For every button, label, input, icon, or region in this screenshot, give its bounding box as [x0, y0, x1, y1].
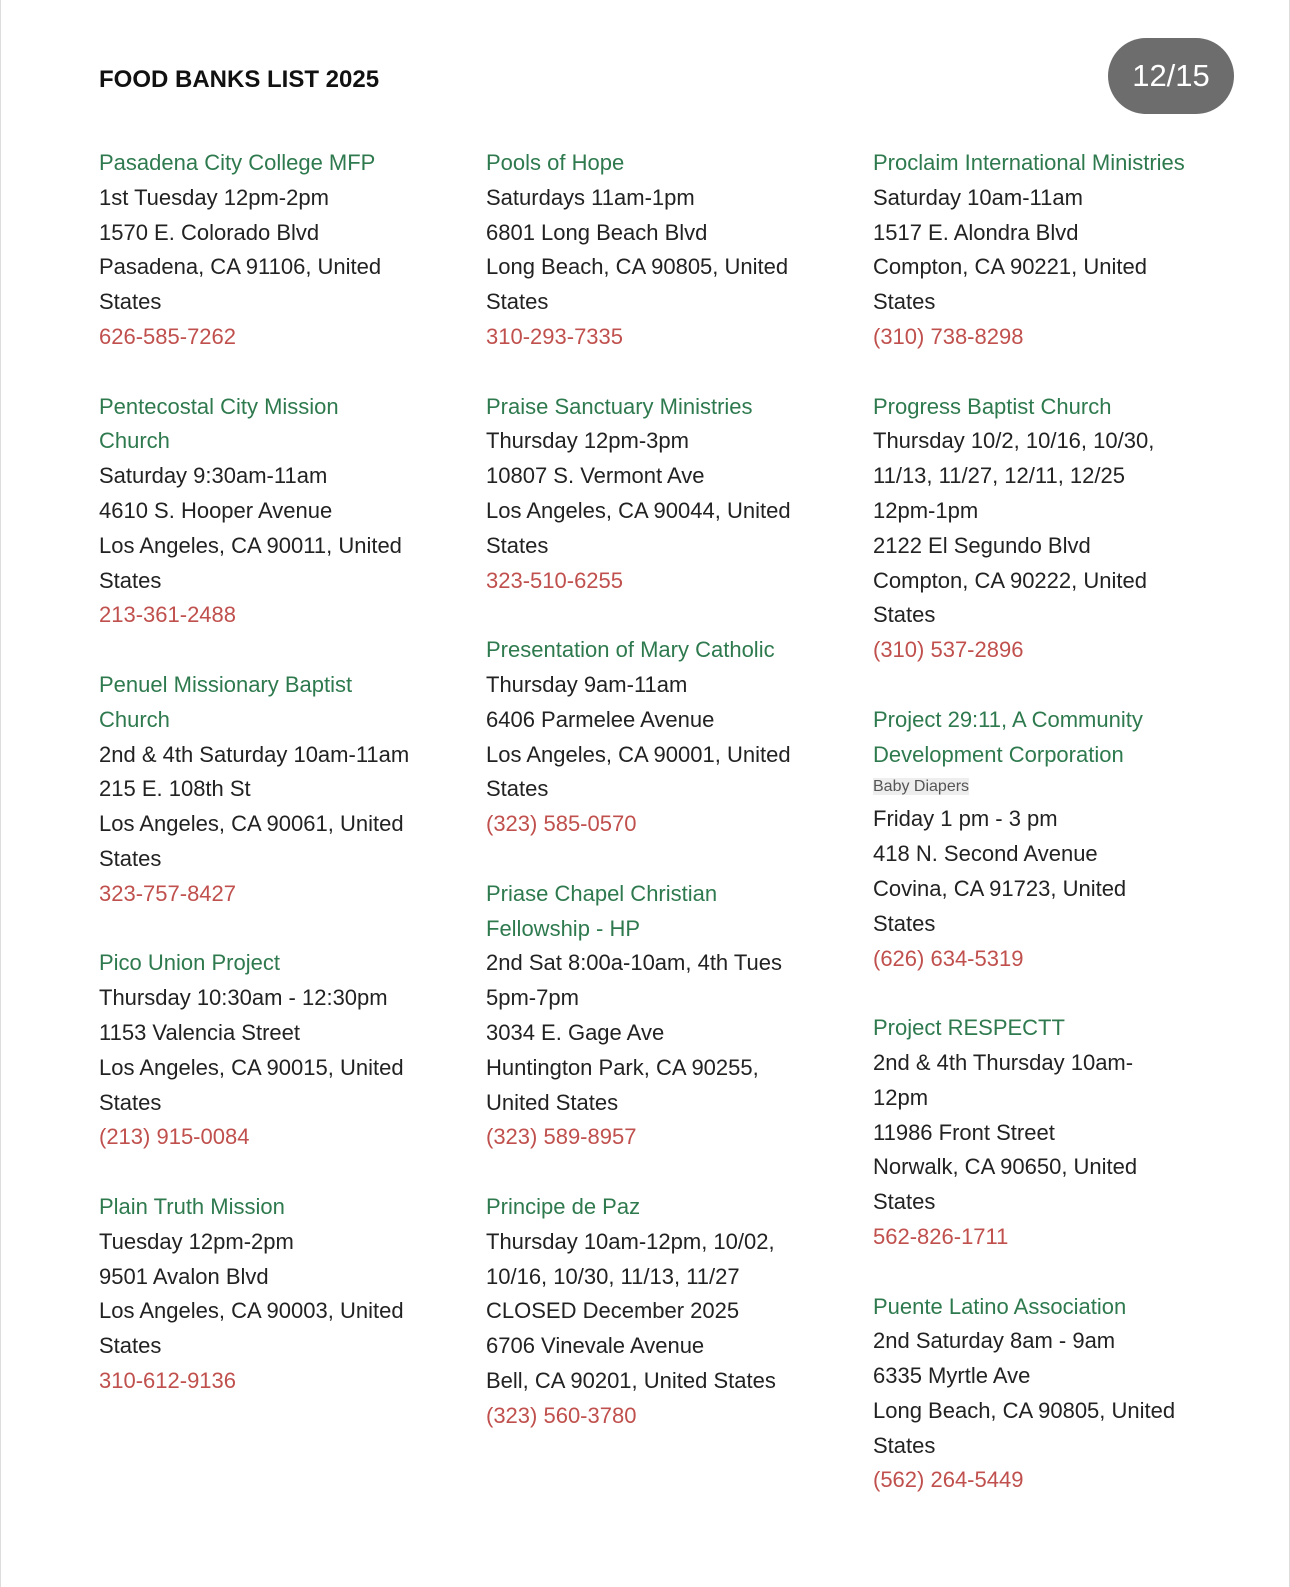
city-state-zip: Norwalk, CA 90650, United States	[873, 1154, 1138, 1215]
column-1	[99, 146, 414, 1433]
food-bank-name: Plain Truth Mission	[99, 1193, 285, 1219]
schedule-text: Saturday 10am-11am	[873, 184, 1083, 210]
phone-number[interactable]: (310) 537-2896	[873, 637, 1024, 663]
schedule-text: Thursday 9am-11am	[486, 671, 688, 697]
food-bank-entry	[99, 668, 414, 912]
city-state-zip: Long Beach, CA 90805, United States	[486, 254, 789, 315]
schedule-text: 2nd & 4th Thursday 10am-12pm	[873, 1049, 1134, 1110]
phone-number[interactable]: 323-757-8427	[99, 880, 237, 906]
schedule-text: 2nd Saturday 8am - 9am	[873, 1328, 1116, 1354]
phone-number[interactable]: (323) 589-8957	[486, 1124, 637, 1150]
food-bank-name: Proclaim International Ministries	[873, 150, 1185, 175]
phone-number[interactable]: (213) 915-0084	[99, 1124, 250, 1150]
schedule-text: 2nd & 4th Saturday 10am-11am	[99, 741, 410, 767]
city-state-zip: Los Angeles, CA 90003, United States	[99, 1298, 404, 1359]
city-state-zip: Pasadena, CA 91106, United States	[99, 254, 382, 315]
note-label	[873, 772, 1188, 802]
schedule-text: Saturdays 11am-1pm	[486, 184, 695, 210]
column-2	[486, 146, 801, 1468]
food-bank-name: Praise Sanctuary Ministries	[486, 393, 753, 419]
phone-number[interactable]: (562) 264-5449	[873, 1467, 1024, 1493]
phone-number[interactable]: 310-612-9136	[99, 1367, 237, 1393]
food-bank-entry	[873, 146, 1188, 355]
page-indicator-badge: 12/15	[1108, 38, 1234, 114]
food-bank-name: Progress Baptist Church	[873, 393, 1112, 419]
food-bank-name: Pico Union Project	[99, 950, 280, 976]
food-bank-entry	[873, 390, 1188, 668]
phone-number[interactable]: (626) 634-5319	[873, 945, 1024, 971]
city-state-zip: Compton, CA 90222, United States	[873, 567, 1147, 628]
phone-number[interactable]: (323) 560-3780	[486, 1402, 637, 1428]
street-address: 1153 Valencia Street	[99, 1019, 300, 1045]
food-bank-name: Principe de Paz	[486, 1193, 641, 1219]
street-address: 215 E. 108th St	[99, 776, 251, 802]
street-address: 6335 Myrtle Ave	[873, 1363, 1031, 1389]
food-bank-name: Presentation of Mary Catholic	[486, 637, 775, 663]
food-bank-entry	[486, 877, 801, 1155]
city-state-zip: Long Beach, CA 90805, United States	[873, 1397, 1176, 1458]
food-bank-entry	[486, 1190, 801, 1434]
street-address: 9501 Avalon Blvd	[99, 1263, 269, 1289]
schedule-text: Thursday 10am-12pm, 10/02, 10/16, 10/30, 11/13, 11/27 CLOSED December 2025	[486, 1228, 775, 1324]
page-title: FOOD BANKS LIST 2025	[99, 66, 380, 93]
city-state-zip: Los Angeles, CA 90001, United States	[486, 741, 791, 802]
food-bank-name: Penuel Missionary Baptist Church	[99, 671, 353, 732]
schedule-text: Thursday 10/2, 10/16, 10/30, 11/13, 11/27, 12/11, 12/25 12pm-1pm	[873, 428, 1155, 523]
schedule-text: Friday 1 pm - 3 pm	[873, 806, 1058, 832]
food-bank-entry	[873, 1011, 1188, 1255]
street-address: 10807 S. Vermont Ave	[486, 463, 705, 489]
street-address: 3034 E. Gage Ave	[486, 1019, 665, 1045]
food-bank-entry	[99, 1190, 414, 1399]
schedule-text: 2nd Sat 8:00a-10am, 4th Tues 5pm-7pm	[486, 950, 782, 1011]
street-address: 6801 Long Beach Blvd	[486, 219, 708, 245]
phone-number[interactable]: (310) 738-8298	[873, 323, 1024, 349]
street-address: 1517 E. Alondra Blvd	[873, 219, 1079, 245]
city-state-zip: Los Angeles, CA 90015, United States	[99, 1054, 404, 1115]
food-bank-name: Pentecostal City Mission Church	[99, 393, 339, 454]
street-address: 1570 E. Colorado Blvd	[99, 219, 320, 245]
note-text: Baby Diapers	[873, 778, 970, 796]
food-bank-name: Project 29:11, A Community Development Corporation	[873, 706, 1143, 767]
city-state-zip: Los Angeles, CA 90061, United States	[99, 811, 404, 871]
street-address: 2122 El Segundo Blvd	[873, 532, 1091, 558]
food-bank-entry	[873, 1290, 1188, 1499]
food-bank-entry	[873, 703, 1188, 977]
food-bank-name: Project RESPECTT	[873, 1015, 1065, 1041]
schedule-text: Tuesday 12pm-2pm	[99, 1228, 294, 1254]
schedule-text: Thursday 12pm-3pm	[486, 428, 689, 454]
phone-number[interactable]: 562-826-1711	[873, 1223, 1009, 1249]
phone-number[interactable]: 323-510-6255	[486, 567, 624, 593]
street-address: 6406 Parmelee Avenue	[486, 706, 715, 732]
schedule-text: 1st Tuesday 12pm-2pm	[99, 184, 329, 210]
food-bank-name: Pasadena City College MFP	[99, 150, 376, 175]
food-bank-entry	[99, 390, 414, 634]
food-bank-name: Priase Chapel Christian Fellowship - HP	[486, 880, 718, 941]
city-state-zip: Huntington Park, CA 90255, United States	[486, 1054, 759, 1115]
street-address: 6706 Vinevale Avenue	[486, 1333, 705, 1359]
street-address: 418 N. Second Avenue	[873, 841, 1098, 867]
city-state-zip: Compton, CA 90221, United States	[873, 254, 1147, 315]
city-state-zip: Los Angeles, CA 90011, United States	[99, 532, 402, 593]
food-bank-entry	[99, 146, 414, 355]
street-address: 4610 S. Hooper Avenue	[99, 497, 333, 523]
food-bank-entry	[486, 146, 801, 355]
schedule-text: Saturday 9:30am-11am	[99, 463, 328, 489]
street-address: 11986 Front Street	[873, 1119, 1055, 1145]
phone-number[interactable]: 213-361-2488	[99, 602, 237, 628]
schedule-text: Thursday 10:30am - 12:30pm	[99, 985, 388, 1011]
food-bank-name: Pools of Hope	[486, 150, 625, 175]
phone-number[interactable]: (323) 585-0570	[486, 811, 637, 837]
food-bank-entry	[99, 946, 414, 1155]
city-state-zip: Bell, CA 90201, United States	[486, 1367, 776, 1393]
phone-number[interactable]: 626-585-7262	[99, 323, 237, 349]
city-state-zip: Covina, CA 91723, United States	[873, 875, 1127, 936]
food-bank-entry	[486, 390, 801, 599]
phone-number[interactable]: 310-293-7335	[486, 323, 624, 349]
food-bank-entry	[486, 633, 801, 842]
city-state-zip: Los Angeles, CA 90044, United States	[486, 497, 791, 558]
column-3	[873, 146, 1188, 1533]
food-bank-name: Puente Latino Association	[873, 1293, 1127, 1319]
